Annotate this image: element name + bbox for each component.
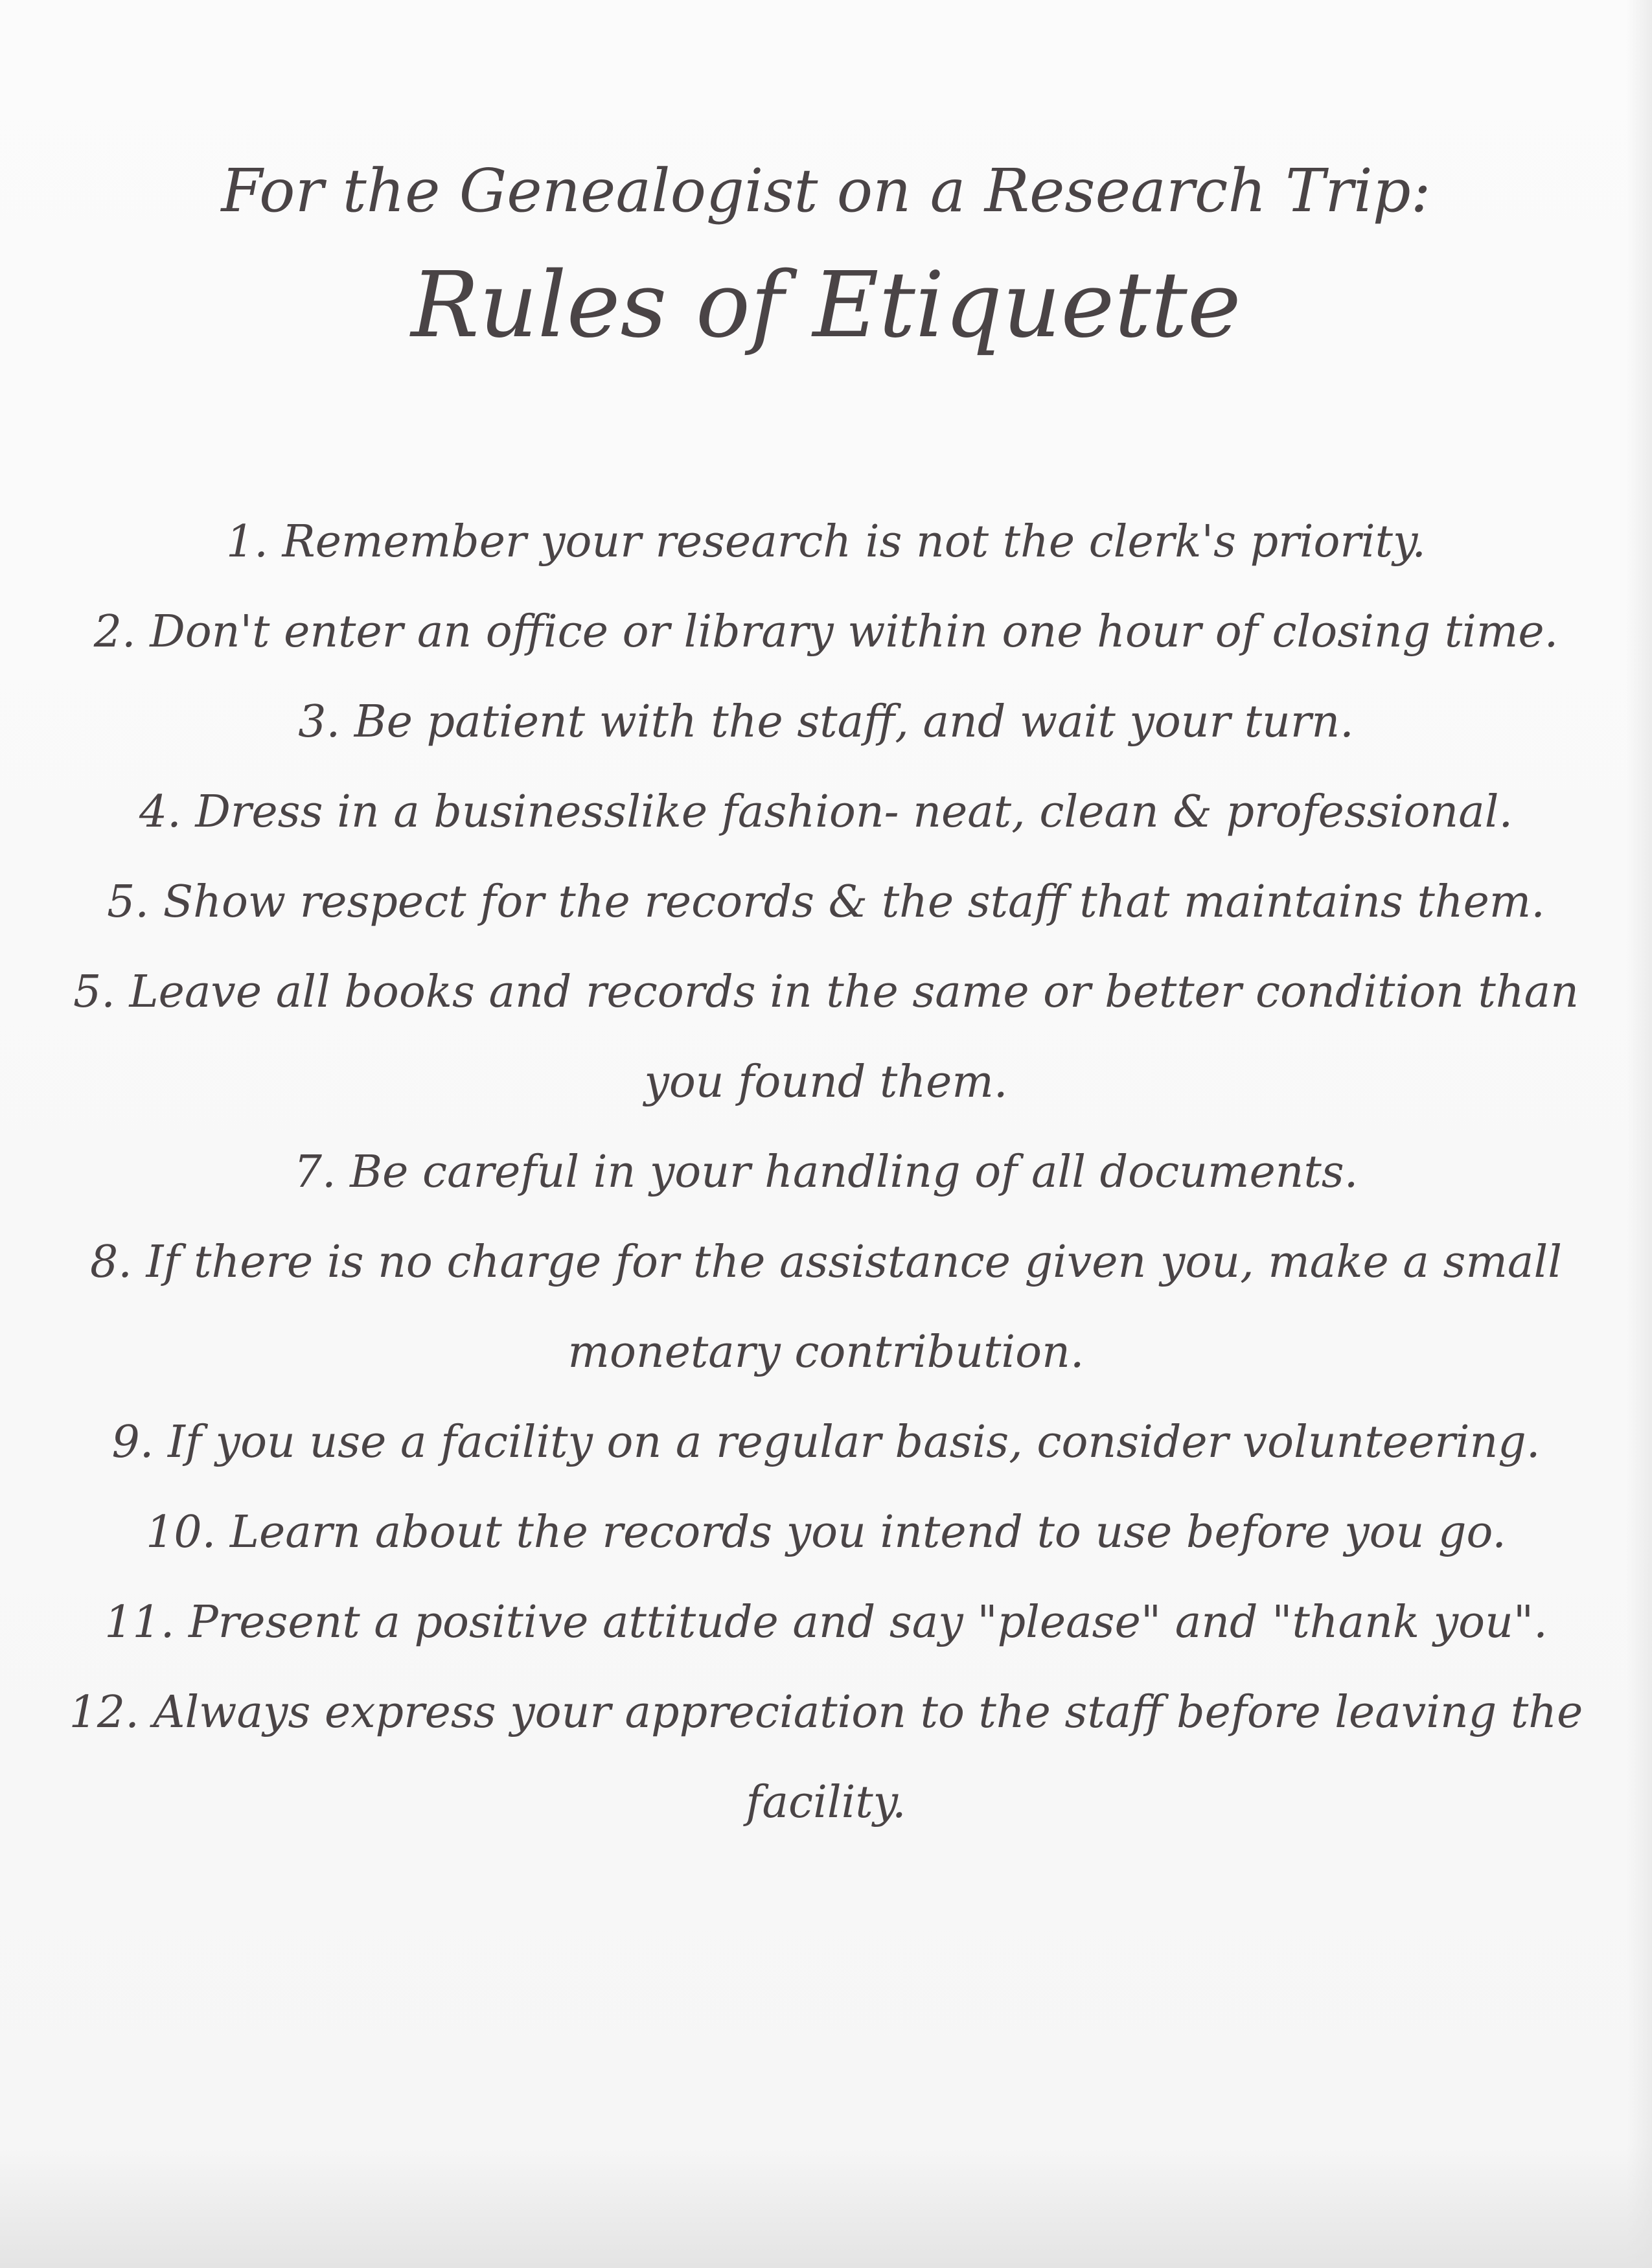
scan-edge-bottom [0,2145,1652,2268]
rule-line: 9. If you use a facility on a regular basis, consider volunteering. [111,1417,1541,1468]
rule-line: 5. Show respect for the records & the staff that maintains them. [107,876,1545,928]
rule-line: 5. Leave all books and records in the same or better condition than [73,967,1579,1018]
rule-line: 1. Remember your research is not the clerk's priority. [226,516,1426,567]
rule-line: 4. Dress in a businesslike fashion- neat, clean & professional. [139,786,1513,838]
rules-list [45,497,1607,1848]
rule-line: 7. Be careful in your handling of all documents. [293,1147,1359,1198]
rule-line: 8. If there is no charge for the assistance given you, make a small [90,1237,1562,1288]
rule-line: 10. Learn about the records you intend to use before you go. [146,1507,1506,1558]
document-title: Rules of Etiquette [411,253,1241,358]
rule-line: monetary contribution. [568,1327,1084,1378]
rule-line: facility. [746,1777,906,1828]
rule-line: 2. Don't enter an office or library within one hour of closing time. [93,606,1559,658]
rule-line: 11. Present a positive attitude and say "please" and "thank you". [104,1597,1548,1648]
rule-line: you found them. [644,1057,1008,1108]
document-heading: For the Genealogist on a Research Trip: [221,156,1431,225]
rule-line: 3. Be patient with the staff, and wait your turn. [298,696,1354,748]
scan-edge-right [1626,0,1652,2268]
rule-line: 12. Always express your appreciation to the staff before leaving the [69,1687,1583,1738]
document-content [45,152,1607,1848]
